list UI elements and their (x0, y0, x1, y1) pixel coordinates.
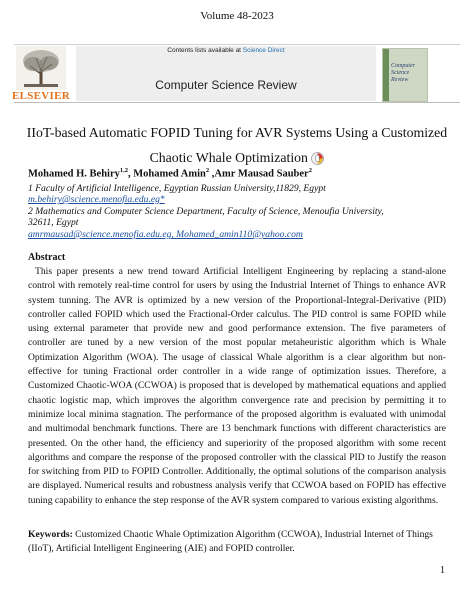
affiliation-2-line-2: 32611, Egypt (28, 217, 79, 228)
cover-text-line: Review (391, 77, 409, 83)
cover-text (391, 63, 415, 84)
volume-label: Volume 48-2023 (200, 10, 274, 22)
paper-title-text: IIoT-based Automatic FOPID Tuning for AVR Systems Using a Customized Chaotic Whale Optimization (26, 125, 448, 165)
author-affiliation-mark: 1,2 (119, 167, 128, 174)
header-rule-top (14, 44, 460, 45)
cover-stripe (383, 49, 389, 101)
contents-line (76, 47, 376, 54)
journal-cover-image (382, 48, 428, 102)
journal-banner (76, 46, 376, 101)
author-email-link[interactable]: m.behiry@science.menofia.edu.eg* (28, 194, 165, 205)
author-name: Mohamed H. Behiry (28, 168, 120, 180)
email-2 (28, 229, 458, 240)
publisher-name: ELSEVIER (11, 90, 71, 102)
author-name: Mohamed Amin (133, 168, 206, 180)
affiliation-1: 1 Faculty of Artificial Intelligence, Egyptian Russian University,11829, Egypt (28, 183, 326, 194)
crossmark-icon[interactable] (311, 152, 324, 165)
author-affiliation-mark: 2 (205, 167, 210, 174)
author-email-link[interactable]: amrmausad@science.menofia.edu.eg, Mohamed_amin110@yahoo.com (28, 229, 303, 240)
email-1 (28, 194, 458, 205)
author-name: Amr Mausad Sauber (214, 168, 309, 180)
abstract-heading: Abstract (28, 252, 66, 263)
science-direct-link[interactable]: Science Direct (242, 47, 285, 54)
author-list: Mohamed H. Behiry$^{1,2}$, Mohamed Amin$^2$ ,Amr Mausad Sauber$^2$ (28, 167, 312, 180)
contents-prefix: Contents lists available at (167, 47, 243, 54)
cover-text-line: Science (391, 70, 410, 76)
journal-title: Computer Science Review (155, 78, 297, 92)
header-rule-bottom (14, 102, 460, 103)
paper-title (20, 120, 454, 170)
cover-text-line: Computer (391, 63, 415, 69)
author-affiliation-mark: 2 (308, 167, 312, 174)
affiliation-2-line-1: 2 Mathematics and Computer Science Department, Faculty of Science, Menoufia University, (28, 206, 384, 217)
keywords-text: Customized Chaotic Whale Optimization Algorithm (CCWOA), Industrial Internet of Things (IIoT), Artificial Intelligent Engineering (AIE) and FOPID controller. (28, 529, 433, 555)
abstract-body: This paper presents a new trend toward Artificial Intelligent Engineering by replacing a stand-alone control with remotely real-time control for users by using the Industrial Internet of Things to enhance AVR system tunning. The AVR is optimized by a new version of the Proportional-Integral-Derivative (PID) controller called FOPID which used the Fractional-Order calculus. The PID control is same FOPID while using external parameter that provide new and good performance extension. The five parameters of controller are tuned by a new version of the most popular metaheuristic algorithm which is Whale Optimization Algorithm (WOA). The usage of classical Whale algorithm is a clear algorithm but non-effective for tuning Fractional order controller in a wide range of optimization issues. Therefore, a Customized Chaotic-WOA (CCWOA) is proposed that is developed by mathematical equations and applied chaotic logistic map, which improves the algorithm convergence rate and precision by permitting it to minimize local minima stagnation. The performance of the proposed algorithm is evaluated with unimodal and multimodal benchmark functions. There are 13 benchmark functions with different characteristics are presented. On the other hand, the efficiency and superiority of the proposed algorithm with some recent algorithms and compare the response of the proposed controller with the classical PID to Justify the reason for switching from PID to FOPID Controller. Additionally, the optimal solutions of the comparison analysis are displayed. Numerical results and robustness analysis verify that CCWOA based on FOPID has effective tuning capability to enhance the step response of the AVR system compared to various existing algorithms. (28, 266, 446, 506)
page-number: 1 (440, 565, 445, 576)
keywords-label: Keywords: (28, 529, 73, 540)
keywords-paragraph (28, 528, 446, 557)
